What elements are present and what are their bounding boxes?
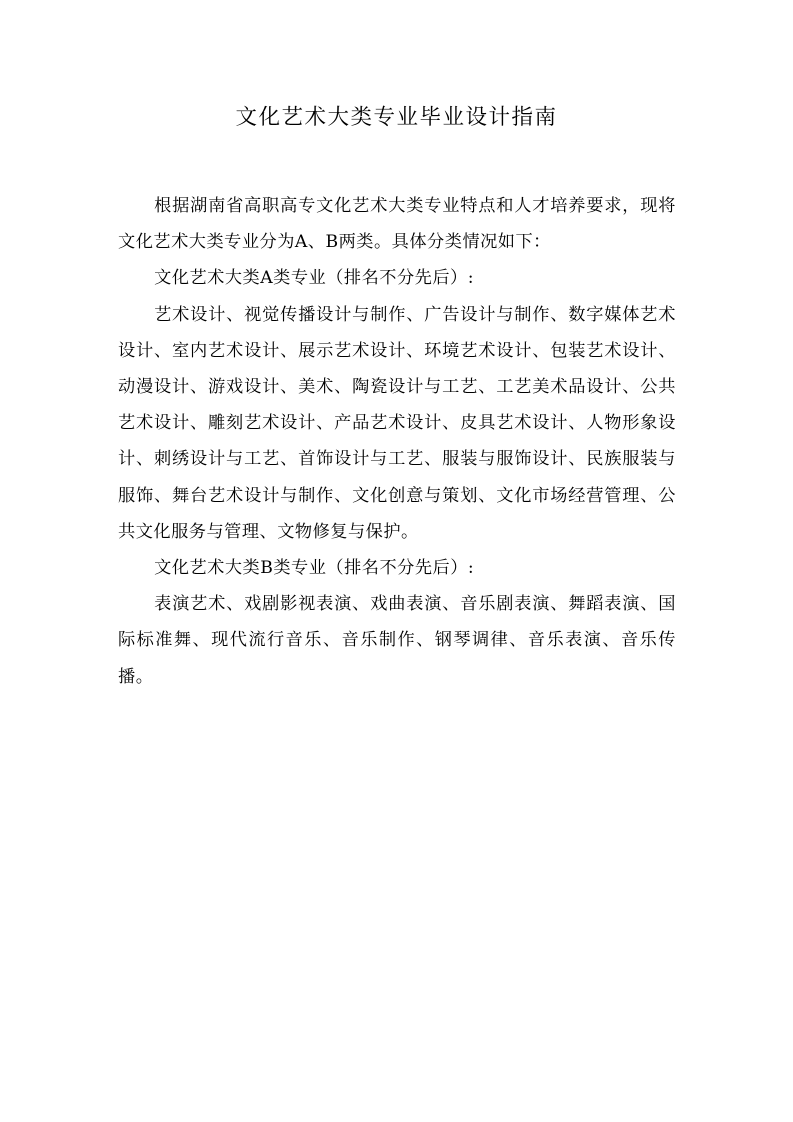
document-title: 文化艺术大类专业毕业设计指南 [235, 105, 558, 130]
category-b-heading: 文化艺术大类B类专业（排名不分先后）: [154, 558, 475, 579]
document-body [118, 188, 676, 695]
category-a-heading: 文化艺术大类A类专业（排名不分先后）: [154, 268, 475, 289]
category-b-list: 表演艺术、戏剧影视表演、戏曲表演、音乐剧表演、舞蹈表演、国际标准舞、现代流行音乐、音乐制作、钢琴调律、音乐表演、音乐传播。 [118, 594, 676, 687]
intro-paragraph: 根据湖南省高职高专文化艺术大类专业特点和人才培养要求，现将文化艺术大类专业分为A、B两类。具体分类情况如下： [118, 196, 676, 253]
category-a-list: 艺术设计、视觉传播设计与制作、广告设计与制作、数字媒体艺术设计、室内艺术设计、展示艺术设计、环境艺术设计、包装艺术设计、动漫设计、游戏设计、美术、陶瓷设计与工艺、工艺美术品设计、公共艺术设计、雕刻艺术设计、产品艺术设计、皮具艺术设计、人物形象设计、刺绣设计与工艺、首饰设计与工艺、服装与服饰设计、民族服装与服饰、舞台艺术设计与制作、文化创意与策划、文化市场经营管理、公共文化服务与管理、文物修复与保护。 [118, 304, 676, 542]
